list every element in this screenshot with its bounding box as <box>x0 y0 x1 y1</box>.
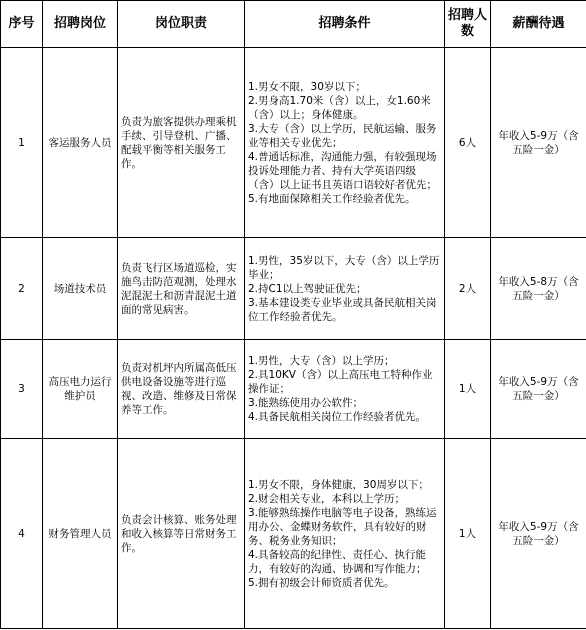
row-duty: 负责会计核算、账务处理和收入核算等日常财务工作。 <box>118 439 245 629</box>
row-duty: 负责为旅客提供办理乘机手续、引导登机、广播、配载平衡等相关服务工作。 <box>118 48 245 238</box>
header-duty: 岗位职责 <box>118 1 245 48</box>
header-row <box>1 1 586 48</box>
row-no: 3 <box>1 340 43 439</box>
condition-item: 1.男女不限，30岁以下； <box>248 80 366 93</box>
header-count: 招聘人数 <box>445 1 491 48</box>
row-count: 1人 <box>445 439 491 629</box>
row-salary: 年收入5-8万（含五险一金） <box>491 238 586 340</box>
condition-item: 4.具备较高的纪律性、责任心、执行能力，有较好的沟通、协调和写作能力； <box>248 548 427 575</box>
row-count: 1人 <box>445 340 491 439</box>
row-no: 1 <box>1 48 43 238</box>
header-no: 序号 <box>1 1 43 48</box>
row-conditions <box>245 48 445 238</box>
row-duty: 负责飞行区场道巡检，实施鸟击防范观测，处理水泥混泥土和沥青混泥土道面的常见病害。 <box>118 238 245 340</box>
row-count: 6人 <box>445 48 491 238</box>
condition-item: 2.男身高1.70米（含）以上，女1.60米（含）以上；身体健康。 <box>248 94 431 121</box>
row-position: 客运服务人员 <box>43 48 118 238</box>
condition-item: 3.大专（含）以上学历，民航运输、服务业等相关专业优先； <box>248 122 437 149</box>
condition-item: 5.有地面保障相关工作经验者优先。 <box>248 192 416 205</box>
condition-item: 2.财会相关专业，本科以上学历； <box>248 492 406 505</box>
row-no: 4 <box>1 439 43 629</box>
condition-item: 2.持C1以上驾驶证优先； <box>248 282 367 295</box>
row-position: 财务管理人员 <box>43 439 118 629</box>
row-position: 场道技术员 <box>43 238 118 340</box>
condition-item: 3.能熟练使用办公软件； <box>248 397 364 409</box>
row-conditions <box>245 340 445 439</box>
row-count: 2人 <box>445 238 491 340</box>
row-conditions <box>245 238 445 340</box>
table-row <box>1 238 586 340</box>
condition-item: 2.具10KV（含）以上高压电工特种作业操作证； <box>248 369 433 395</box>
condition-item: 3.能够熟练操作电脑等电子设备，熟练运用办公、金蝶财务软件，具有较好的财务、税务业务知识； <box>248 506 437 547</box>
row-salary: 年收入5-9万（含五险一金） <box>491 439 586 629</box>
table-row <box>1 48 586 238</box>
condition-item: 3.基本建设类专业毕业或具备民航相关岗位工作经验者优先。 <box>248 296 437 323</box>
condition-item: 4.具备民航相关岗位工作经验者优先。 <box>248 411 427 423</box>
condition-item: 1.男性，35岁以下，大专（含）以上学历毕业； <box>248 254 440 281</box>
row-salary: 年收入5-9万（含五险一金） <box>491 48 586 238</box>
condition-item: 5.拥有初级会计师资质者优先。 <box>248 576 395 589</box>
row-conditions <box>245 439 445 629</box>
table-row <box>1 340 586 439</box>
condition-item: 1.男女不限，身体健康，30周岁以下； <box>248 478 429 491</box>
header-salary: 薪酬待遇 <box>491 1 586 48</box>
condition-item: 1.男性，大专（含）以上学历； <box>248 355 395 367</box>
row-no: 2 <box>1 238 43 340</box>
row-salary: 年收入5-9万（含五险一金） <box>491 340 586 439</box>
header-position: 招聘岗位 <box>43 1 118 48</box>
table-row <box>1 439 586 629</box>
row-position: 高压电力运行维护员 <box>43 340 118 439</box>
condition-item: 4.普通话标准，沟通能力强，有较强现场投诉处理能力者、持有大学英语四级（含）以上证书且英语口语较好者优先； <box>248 150 437 191</box>
header-requirements: 招聘条件 <box>245 1 445 48</box>
row-duty: 负责对机坪内所属高低压供电设备设施等进行巡视、改造、维修及日常保养等工作。 <box>118 340 245 439</box>
